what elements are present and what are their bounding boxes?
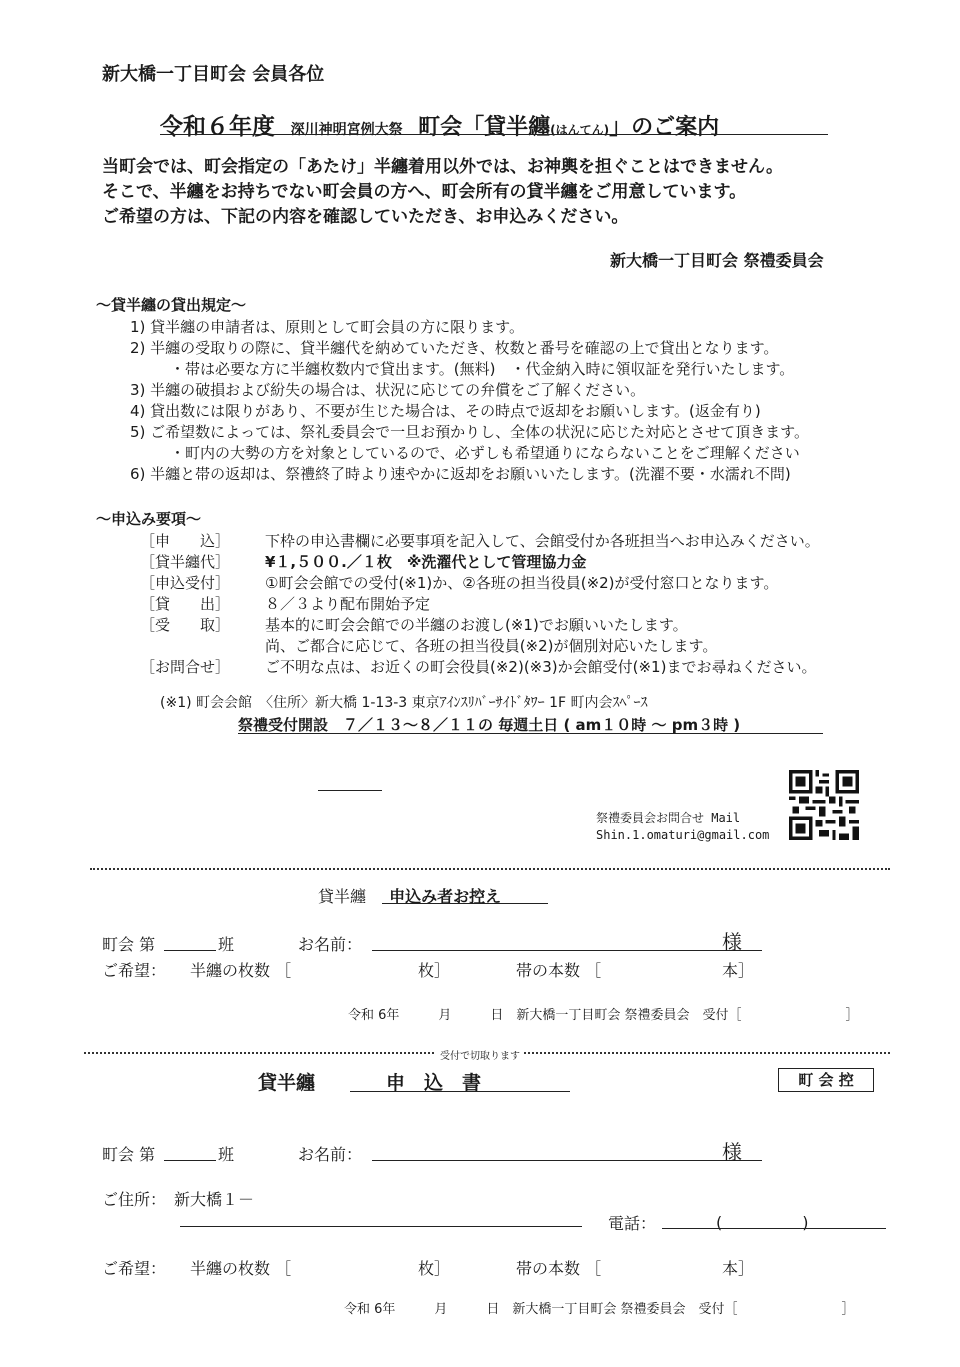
title-main-a: 町会「貸半纏 [418,115,551,140]
form-address-label: ご住所： 新大橋１－ [102,1190,255,1209]
stub-hon: 本］ [722,961,755,980]
stub-title-b: 申込み者お控え [389,887,502,906]
stub-town: 町会 第 [102,935,156,954]
apply-label: ［貸半纏代］ [140,553,231,571]
form-town: 町会 第 [102,1145,156,1164]
form-obi-label: 帯の本数 ［ [516,1259,602,1278]
stub-count-label: 半纏の枚数 ［ [190,961,292,980]
form-title-b: 申 込 書 [386,1072,482,1094]
apply-row-7 [140,656,940,677]
apply-row-4 [140,593,940,614]
form-phone-label: 電話： [608,1214,657,1233]
rule-6: 6) 半纏と帯の返却は、祭禮終了時より速やかに返却をお願いいたします。(洗濯不要・水濡れ不問) [130,465,791,483]
form-han: 班 [218,1145,235,1164]
title-year: 令和６年度 [160,114,275,140]
form-wish-label: ご希望： [102,1259,167,1278]
apply-value: 尚、ご都合に応じて、各班の担当役員(※2)が個別対応いたします。 [265,637,718,655]
apply-row-5 [140,614,940,635]
form-sama: 様 [722,1140,742,1164]
form-name-label: お名前： [298,1145,363,1164]
note-venue: (※1) 町会会館 〈住所〉新大橋 1-13-3 東京ｱｲﾝｽﾘﾊﾞｰｻｲﾄﾞﾀﾜｰ 1F 町内会ｽﾍﾟｰｽ [160,695,648,711]
intro-line-3: ご希望の方は、下記の内容を確認していただき、お申込みください。 [102,207,629,227]
stub-name-field[interactable] [372,950,762,951]
stub-wish-label: ご希望： [102,961,167,980]
apply-label: ［受 取］ [140,616,231,634]
cut-line-1 [90,868,890,870]
title-ruby: (はんてん) [550,123,610,137]
form-phone-field[interactable] [662,1228,886,1229]
stub-title-a: 貸半纏 [318,887,367,906]
contact-block [596,810,769,844]
form-hon: 本］ [722,1259,755,1278]
rules-heading: ～貸半纏の貸出規定～ [96,296,247,314]
signature: 新大橋一丁目町会 祭禮委員会 [610,251,824,270]
rule-5-note: ・町内の大勢の方を対象としているので、必ずしも希望通りにならないことをご理解ください [170,444,800,462]
town-copy-badge: 町 会 控 [778,1068,874,1092]
addressee: 新大橋一丁目町会 会員各位 [102,64,325,85]
page-title [160,108,719,141]
rule-2: 2) 半纏の受取りの際に、貸半纏代を納めていただき、枚数と番号を確認の上で貸出となります。 [130,339,779,357]
contact-email[interactable]: Shin.1.omaturi@gmail.com [596,828,770,842]
stub-sama: 様 [722,930,742,954]
apply-row-3 [140,572,940,593]
intro-line-2: そこで、半纏をお持ちでない町会員の方へ、町会所有の貸半纏をご用意しています。 [102,182,747,202]
apply-value: ¥１,５００.／１枚 ※洗濯代として管理協力金 [265,553,587,571]
stub-han: 班 [218,935,235,954]
apply-value: 基本的に町会会館での半纏のお渡し(※1)でお願いいたします。 [265,616,688,634]
stub-name-label: お名前： [298,935,363,954]
stub-obi-label: 帯の本数 ［ [516,961,602,980]
form-name-field[interactable] [372,1160,762,1161]
apply-row-2 [140,551,940,572]
apply-label: ［申込受付］ [140,574,231,592]
title-festival: 深川神明宮例大祭 [290,122,403,138]
form-phone-paren: ( ) [716,1213,809,1232]
apply-label: ［貸 出］ [140,595,231,613]
apply-value: ①町会会館での受付(※1)か、②各班の担当役員(※2)が受付窓口となります。 [265,574,779,592]
apply-label: ［お問合せ］ [140,658,231,676]
rule-1: 1) 貸半纏の申請者は、原則として町会員の方に限ります。 [130,318,524,336]
rule-2-note: ・帯は必要な方に半纏枚数内で貸出ます。(無料) ・代金納入時に領収証を発行いたします。 [170,360,795,378]
rule-4: 4) 貸出数には限りがあり、不要が生じた場合は、その時点で返却をお願いします。(返金有り) [130,402,761,420]
note-hours: 祭禮受付開設 ７／１３～８／１１の 毎週土日 ( am１０時 ～ pm３時 ) [238,716,741,734]
form-title-a: 貸半纏 [258,1072,316,1094]
qr-code-icon [789,770,859,840]
apply-label: ［申 込］ [140,532,231,550]
intro-line-1: 当町会では、町会指定の「あたけ」半纏着用以外では、お神輿を担ぐことはできません。 [102,157,784,177]
apply-value: 下枠の申込書欄に必要事項を記入して、会館受付か各班担当へお申込みください。 [265,532,820,550]
stub-mai: 枚］ [418,961,451,980]
contact-label: 祭禮委員会お問合せ Mail [596,811,741,825]
intro-text [102,155,783,230]
cut-label: 受付で切取ります [436,1047,524,1062]
stub-han-field[interactable] [164,950,216,951]
form-address-field[interactable] [180,1226,582,1227]
apply-value: ８／３より配布開始予定 [265,595,431,613]
apply-row-6 [140,635,940,656]
form-mai: 枚］ [418,1259,451,1278]
title-main-b: 」のご案内 [609,115,720,140]
rule-5: 5) ご希望数によっては、祭礼委員会で一旦お預かりし、全体の状況に応じた対応とさせて頂きます。 [130,423,809,441]
apply-heading: ～申込み要項～ [96,510,202,528]
stub-date-line: 令和 6年 月 日 新大橋一丁目町会 祭禮委員会 受付［ ］ [348,1008,859,1023]
form-date-line: 令和 6年 月 日 新大橋一丁目町会 祭禮委員会 受付［ ］ [344,1302,855,1317]
apply-row-1 [140,530,940,551]
apply-value: ご不明な点は、お近くの町会役員(※2)(※3)か会館受付(※1)までお尋ねください。 [265,658,817,676]
form-han-field[interactable] [164,1160,216,1161]
form-count-label: 半纏の枚数 ［ [190,1259,292,1278]
rule-3: 3) 半纏の破損および紛失の場合は、状況に応じての弁償をご了解ください。 [130,381,646,399]
